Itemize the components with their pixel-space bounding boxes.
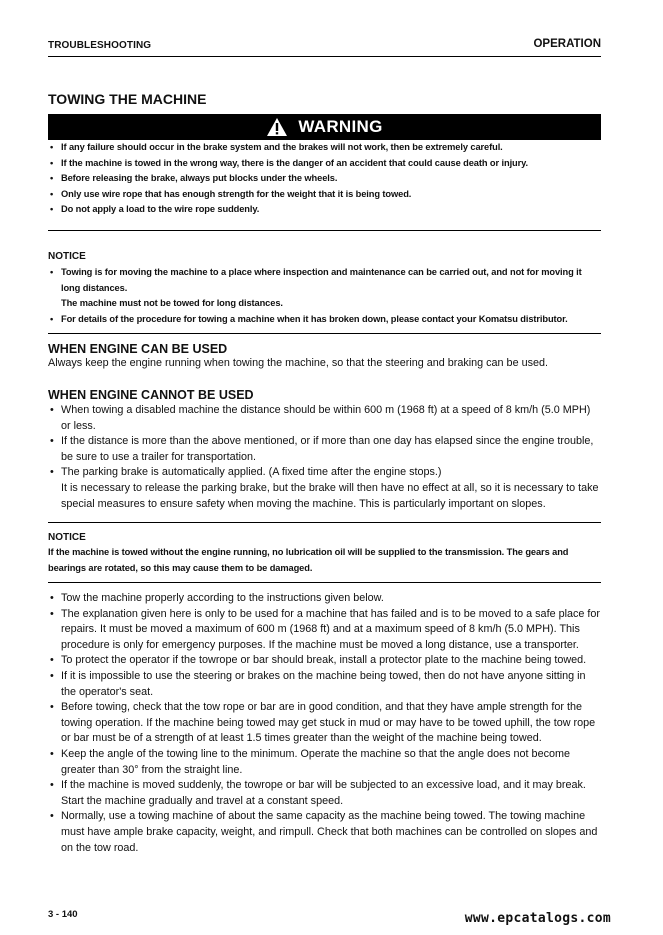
list-item: • If the machine is moved suddenly, the towrope or bar will be subjected to an excessive load, and it may break. Start the machine gradually and travel at a constant speed.	[48, 778, 601, 809]
list-item: • Keep the angle of the towing line to the minimum. Operate the machine so that the angle does not become greater than 30° from the straight line.	[48, 747, 601, 778]
watermark: www.epcatalogs.com	[464, 911, 611, 926]
list-item: • If the distance is more than the above mentioned, or if more than one day has elapsed since the engine trouble, be sure to use a trailer for transportation.	[48, 434, 601, 465]
notice-item	[48, 265, 601, 312]
procedure-list	[48, 591, 601, 856]
warning-end-divider	[48, 230, 601, 231]
notice2-start-divider	[48, 522, 601, 523]
notice-item-text: Towing is for moving the machine to a place where inspection and maintenance can be carried out, and not for moving it long distances.	[61, 267, 582, 293]
engine-used-text: Always keep the engine running when towing the machine, so that the steering and braking can be used.	[48, 357, 548, 369]
warning-item: • Only use wire rope that has enough strength for the weight that it is being towed.	[48, 187, 601, 203]
list-item: • Before towing, check that the tow rope or bar are in good condition, and that they have ample strength for the towing operation. If the machine being towed may get stuck in mud or may have to be towed uphill, the tow rope or bar must be of a strength of at least 1.5 times greater than the weight of the machine being towed.	[48, 700, 601, 747]
list-item-text: The parking brake is automatically applied. (A fixed time after the engine stops.)	[61, 466, 442, 479]
warning-item: • Before releasing the brake, always put blocks under the wheels.	[48, 171, 601, 187]
list-item: • When towing a disabled machine the distance should be within 600 m (1968 ft) at a speed of 8 km/h (5.0 MPH) or less.	[48, 403, 601, 434]
notice2-text: If the machine is towed without the engine running, no lubrication oil will be supplied to the transmission. The gears and bearings are rotated, so this may cause them to be damaged.	[48, 547, 569, 573]
list-item: • Tow the machine properly according to the instructions given below.	[48, 591, 601, 607]
list-item-extra: It is necessary to release the parking brake, but the brake will then have no effect at all, so it is necessary to take special measures to ensure safety when moving the machine. This is particularly important on slopes.	[61, 481, 599, 510]
heading-engine-can-be-used: WHEN ENGINE CAN BE USED	[48, 342, 228, 356]
warning-label: WARNING	[298, 117, 383, 136]
warning-banner	[48, 114, 601, 140]
heading-engine-cannot-be-used: WHEN ENGINE CANNOT BE USED	[48, 388, 254, 402]
list-item: • To protect the operator if the towrope or bar should break, install a protector plate to the machine being towed.	[48, 653, 601, 669]
list-item: • If it is impossible to use the steering or brakes on the machine being towed, then do not have anyone sitting in the operator's seat.	[48, 669, 601, 700]
notice-item: • For details of the procedure for towing a machine when it has broken down, please contact your Komatsu distributor.	[48, 312, 601, 328]
list-item: • Normally, use a towing machine of about the same capacity as the machine being towed. The towing machine must have ample brake capacity, weight, and rimpull. Check that both machines can be controlled on slopes and on the tow road.	[48, 809, 601, 856]
section-header-right: OPERATION	[533, 38, 601, 50]
warning-list	[48, 140, 601, 218]
notice2-end-divider	[48, 582, 601, 583]
warning-item: • If any failure should occur in the brake system and the brakes will not work, then be extremely careful.	[48, 140, 601, 156]
engine-not-used-list	[48, 403, 601, 512]
warning-item: • If the machine is towed in the wrong way, there is the danger of an accident that could cause death or injury.	[48, 156, 601, 172]
page-number: 3 - 140	[48, 909, 78, 920]
notice-label: NOTICE	[48, 532, 86, 543]
notice-label: NOTICE	[48, 251, 86, 262]
list-item: • The explanation given here is only to be used for a machine that has failed and is to be moved to a safe place for repairs. It must be moved a maximum of 600 m (1968 ft) and at a maximum speed of 8 km/h (5.0 MPH). This procedure is only for emergency purposes. If the machine must be moved a long distance, use a transporter.	[48, 607, 601, 654]
notice-end-divider	[48, 333, 601, 334]
header-divider	[48, 56, 601, 57]
list-item	[48, 465, 601, 512]
warning-item: • Do not apply a load to the wire rope suddenly.	[48, 202, 601, 218]
warning-triangle-icon	[266, 117, 288, 137]
notice-item-extra: The machine must not be towed for long distances.	[61, 298, 283, 309]
section-header-left: TROUBLESHOOTING	[48, 40, 152, 51]
page-title: TOWING THE MACHINE	[48, 91, 207, 107]
notice-list	[48, 265, 601, 327]
